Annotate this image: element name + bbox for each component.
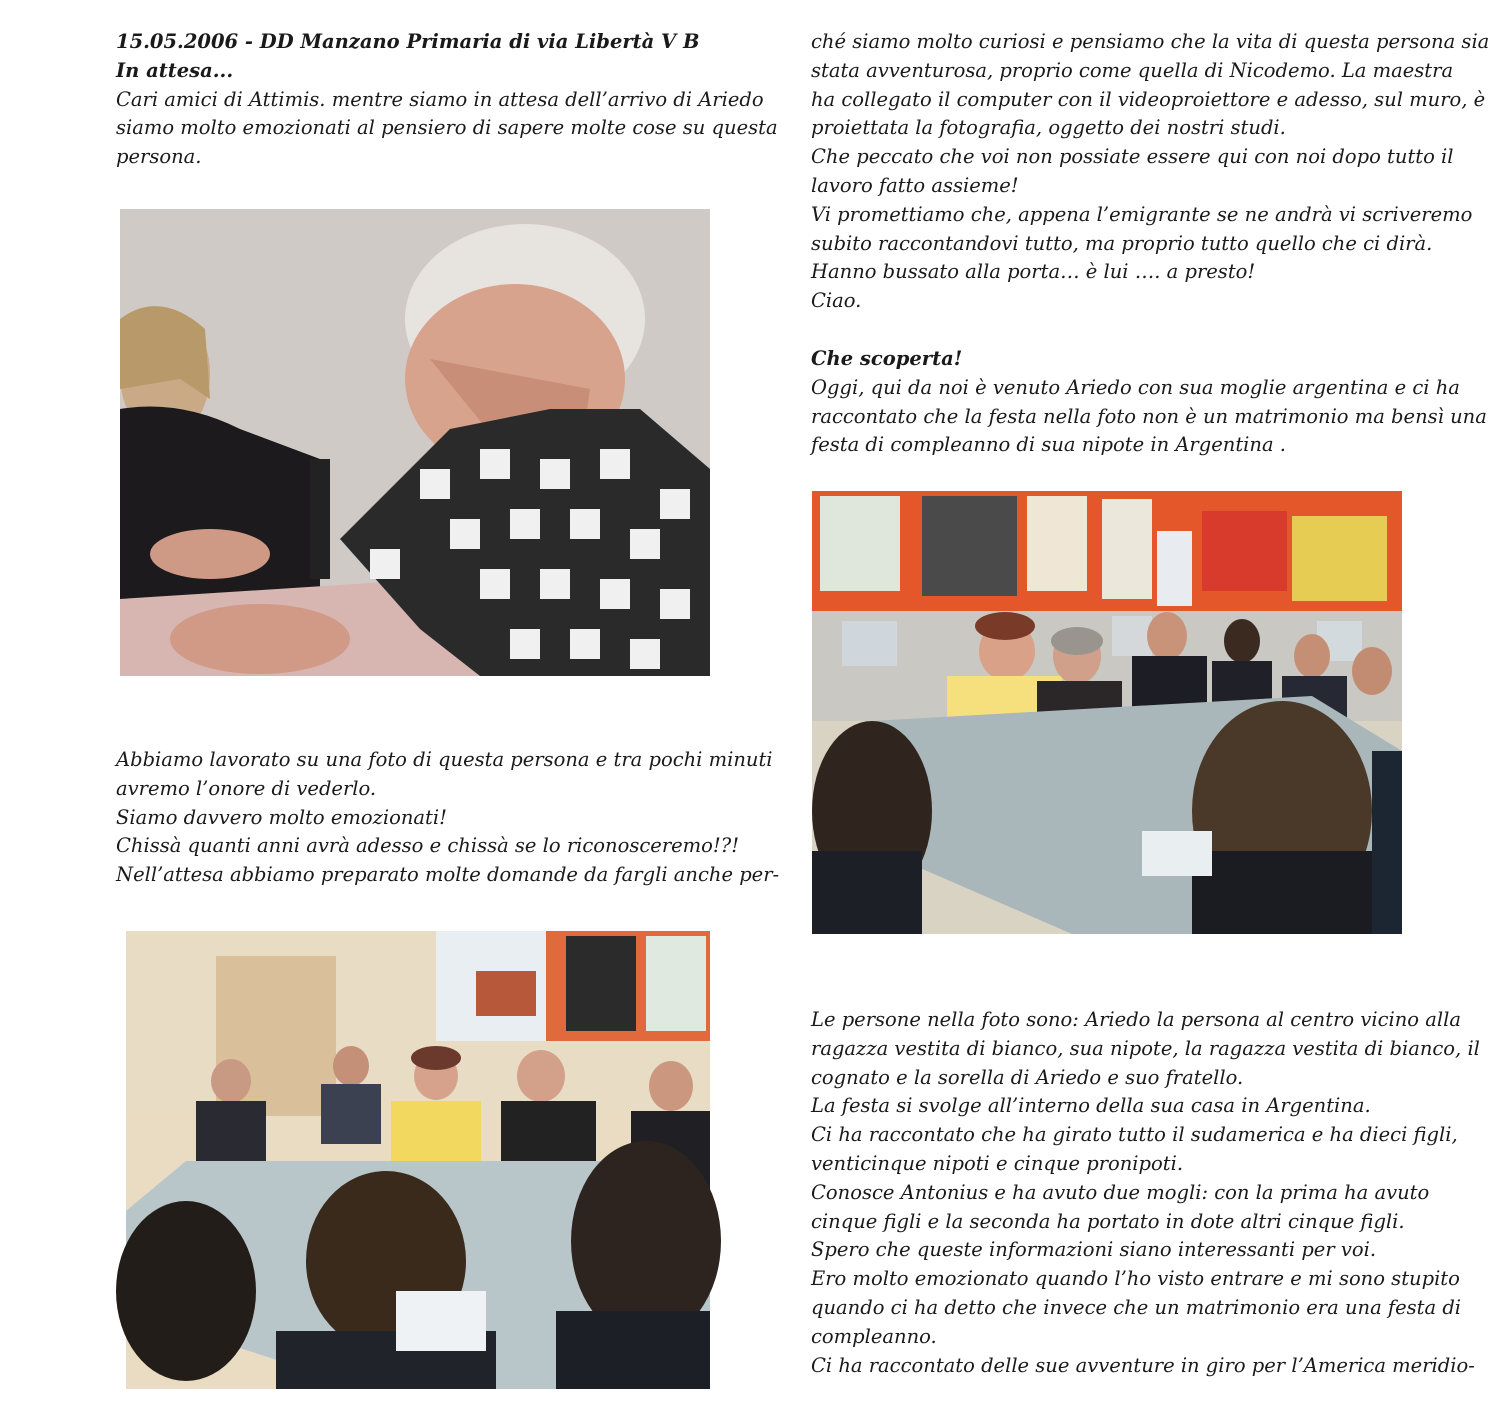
text-line: proiettata la fotografia, oggetto dei nostri studi. (811, 116, 1286, 140)
text-line: ragazza vestita di bianco, sua nipote, la ragazza vestita di bianco, il (811, 1036, 1480, 1060)
text-line: La festa si svolge all’interno della sua casa in Argentina. (811, 1094, 1371, 1118)
section-title: Che scoperta! (811, 346, 963, 370)
text-line: ché siamo molto curiosi e pensiamo che la vita di questa persona sia (811, 30, 1490, 53)
text-line: venticinque nipoti e cinque pronipoti. (811, 1151, 1184, 1175)
photo-classroom-meeting (126, 931, 710, 1389)
text-line: Ci ha raccontato delle sue avventure in giro per l’America meridio- (811, 1353, 1475, 1377)
text-line: subito raccontandovi tutto, ma proprio tutto quello che ci dirà. (811, 231, 1433, 255)
text-line: cognato e la sorella di Ariedo e suo fratello. (811, 1065, 1244, 1089)
text-line: Conosce Antonius e ha avuto due mogli: con la prima ha avuto (811, 1180, 1430, 1204)
photo-classroom-discussion (812, 491, 1402, 934)
text-line: Vi promettiamo che, appena l’emigrante se ne andrà vi scriveremo (811, 202, 1473, 226)
paragraph-gap (811, 316, 1403, 345)
header-date-line: 15.05.2006 - DD Manzano Primaria di via Libertà V B (116, 30, 700, 53)
left-column (116, 28, 778, 172)
text-line: Che peccato che voi non possiate essere qui con noi dopo tutto il (811, 145, 1454, 169)
text-line: Spero che queste informazioni siano interessanti per voi. (811, 1238, 1377, 1262)
text-line: Siamo davvero molto emozionati! (116, 805, 447, 829)
text-line: quando ci ha detto che invece che un matrimonio era una festa di (811, 1295, 1462, 1319)
text-line: Le persone nella foto sono: Ariedo la persona al centro vicino alla (811, 1008, 1461, 1031)
text-line: Oggi, qui da noi è venuto Ariedo con sua moglie argentina e ci ha (811, 375, 1460, 399)
photo-ariedo-portrait (120, 209, 710, 676)
left-column-second-block (116, 746, 780, 890)
text-line: raccontato che la festa nella foto non è un matrimonio ma bensì una (811, 404, 1487, 428)
text-line: avremo l’onore di vederlo. (116, 776, 377, 800)
text-line: Ciao. (811, 289, 862, 313)
text-line: ha collegato il computer con il videoproiettore e adesso, sul muro, è (811, 87, 1486, 111)
text-line: Ci ha raccontato che ha girato tutto il sudamerica e ha dieci figli, (811, 1123, 1458, 1147)
text-line: cinque figli e la seconda ha portato in dote altri cinque figli. (811, 1209, 1405, 1233)
text-line: siamo molto emozionati al pensiero di sapere molte cose su questa (116, 116, 778, 140)
text-line: compleanno. (811, 1324, 937, 1348)
text-line: persona. (116, 145, 202, 169)
text-line: Nell’attesa abbiamo preparato molte domande da fargli anche per- (116, 863, 780, 887)
text-line: lavoro fatto assieme! (811, 173, 1019, 197)
text-line: festa di compleanno di sua nipote in Argentina . (811, 433, 1286, 457)
text-line: Abbiamo lavorato su una foto di questa persona e tra pochi minuti (116, 748, 773, 771)
right-column-final-block (811, 1006, 1480, 1380)
text-line: Hanno bussato alla porta… è lui …. a presto! (811, 260, 1256, 284)
text-line: Cari amici di Attimis. mentre siamo in attesa dell’arrivo di Ariedo (116, 87, 764, 111)
text-line: Ero molto emozionato quando l’ho visto entrare e mi sono stupito (811, 1267, 1460, 1291)
right-column (811, 28, 1490, 460)
text-line: Chissà quanti anni avrà adesso e chissà se lo riconosceremo!?! (116, 834, 740, 858)
text-line: stata avventurosa, proprio come quella di Nicodemo. La maestra (811, 58, 1454, 82)
header-title: In attesa... (116, 58, 234, 82)
